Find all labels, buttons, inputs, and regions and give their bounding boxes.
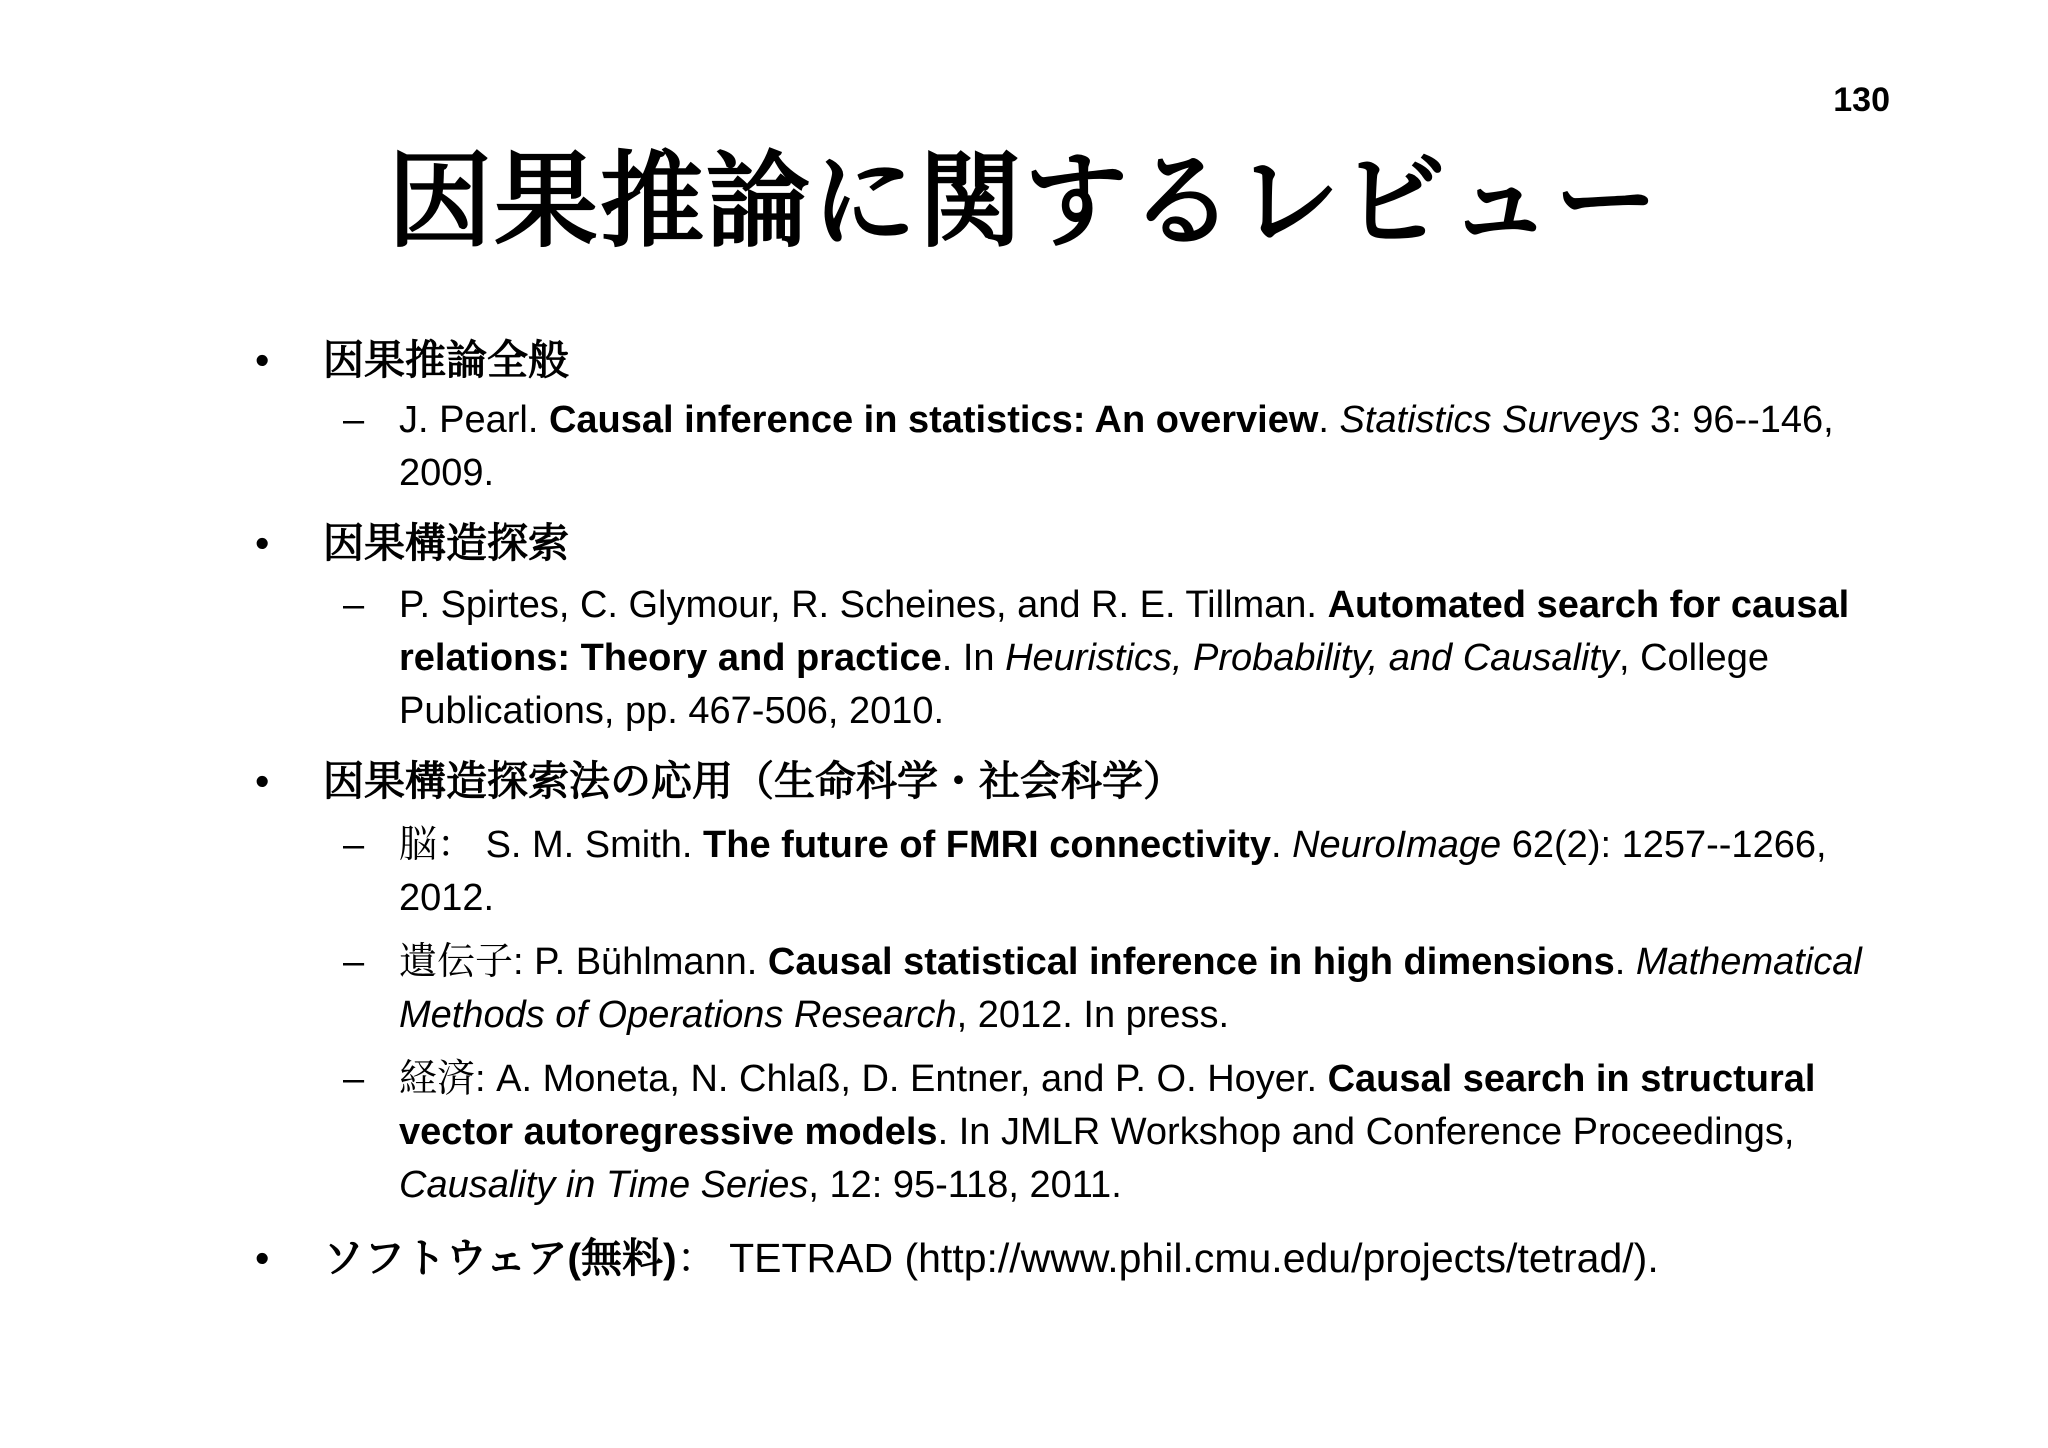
dash: –: [343, 584, 365, 626]
reference-venue: Statistics Surveys: [1339, 399, 1640, 441]
reference-entry: [343, 1053, 1863, 1212]
reference-venue: NeuroImage: [1292, 824, 1502, 866]
dash: –: [343, 824, 365, 866]
reference-text: [399, 819, 1863, 925]
page-number: 130: [1833, 81, 1890, 119]
reference-authors: S. M. Smith.: [485, 824, 704, 866]
reference-tail: , 12: 95-118, 2011.: [808, 1164, 1122, 1206]
reference-sep: .: [1318, 399, 1340, 441]
bullet: •: [255, 1235, 270, 1281]
reference-tail: , College Publications, pp. 467-506, 2010.: [399, 637, 1769, 732]
reference-tail: 62(2): 1257--1266, 2012.: [399, 824, 1827, 919]
reference-title: Automated search for causal relations: Theory and practice: [399, 584, 1850, 679]
reference-authors: P. Bühlmann.: [534, 941, 768, 983]
reference-title: The future of FMRI connectivity: [703, 824, 1271, 866]
reference-authors: P. Spirtes, C. Glymour, R. Scheines, and R. E. Tillman.: [399, 584, 1328, 626]
software-colon: ：: [676, 1235, 730, 1281]
reference-title: Causal inference in statistics: An overview: [548, 399, 1319, 441]
bullet: •: [255, 520, 270, 566]
reference-prefix: 脳：: [399, 824, 486, 866]
reference-prefix: 経済:: [399, 1058, 497, 1100]
reference-text: [399, 936, 1863, 1042]
reference-sep: . In: [941, 637, 1006, 679]
bullet: •: [255, 758, 270, 804]
reference-authors: J. Pearl.: [399, 399, 549, 441]
software-text: [323, 1232, 1659, 1284]
reference-entry: [343, 579, 1863, 738]
reference-title: Causal statistical inference in high dimensions: [767, 941, 1615, 983]
reference-tail: , 2012. In press.: [956, 994, 1230, 1036]
reference-venue: Mathematical Methods of Operations Research: [399, 941, 1862, 1036]
reference-sep: .: [1614, 941, 1636, 983]
reference-title: Causal search in structural vector autoregressive models: [399, 1058, 1816, 1153]
reference-venue: Heuristics, Probability, and Causality: [1005, 637, 1619, 679]
reference-text: [399, 1053, 1863, 1212]
reference-tail: 3: 96--146, 2009.: [399, 399, 1834, 494]
reference-prefix: 遺伝子:: [399, 941, 535, 983]
dash: –: [343, 399, 365, 441]
reference-entry: [343, 819, 1863, 925]
dash: –: [343, 941, 365, 983]
reference-entry: [343, 394, 1863, 500]
software-value: TETRAD (http://www.phil.cmu.edu/projects/tetrad/).: [729, 1235, 1659, 1281]
section-heading-text: 因果構造探索法の応用（生命科学・社会科学）: [323, 758, 1184, 804]
slide-title: 因果推論に関するレビュー: [387, 144, 1660, 260]
reference-sep: .: [1270, 824, 1293, 866]
reference-entry: [343, 936, 1863, 1042]
reference-venue: Causality in Time Series: [399, 1164, 809, 1206]
software-label: ソフトウェア(無料): [323, 1235, 677, 1281]
dash: –: [343, 1058, 365, 1100]
reference-sep: . In JMLR Workshop and Conference Proceedings,: [937, 1111, 1795, 1153]
reference-text: [399, 579, 1863, 738]
bullet: •: [255, 337, 270, 383]
reference-text: [399, 394, 1863, 500]
reference-authors: A. Moneta, N. Chlaß, D. Entner, and P. O. Hoyer.: [496, 1058, 1328, 1100]
section-heading-text: 因果推論全般: [323, 337, 569, 383]
section-heading-text: 因果構造探索: [323, 520, 569, 566]
